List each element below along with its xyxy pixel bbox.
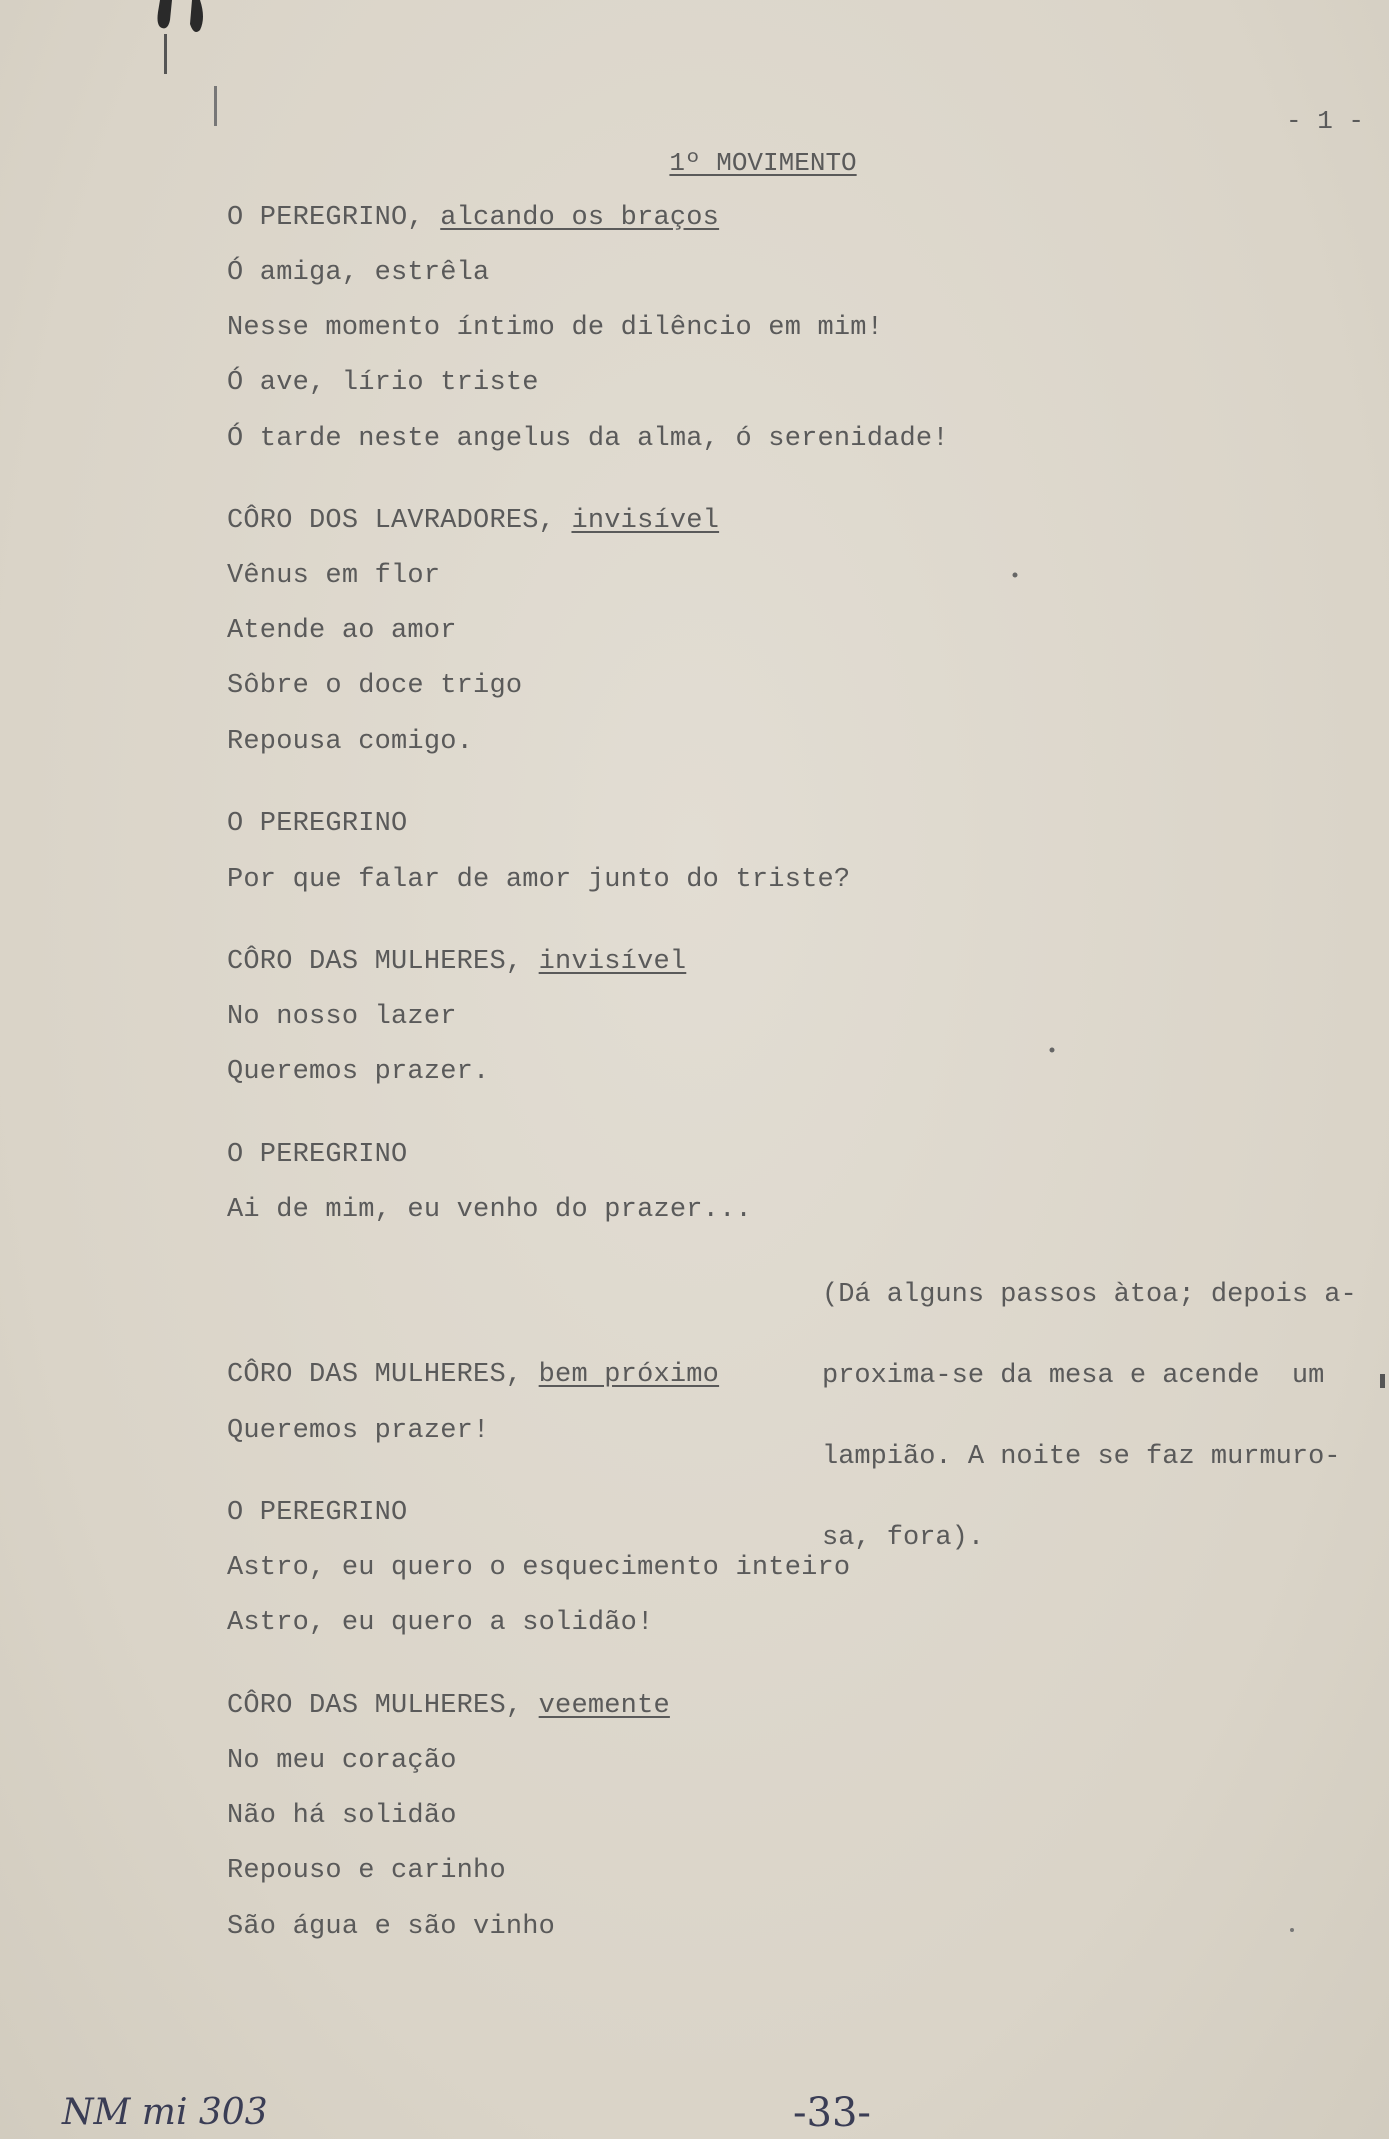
folio-number: -33- (793, 2090, 871, 2136)
stage-note-line: (Dá alguns passos àtoa; depois a- (822, 1280, 1357, 1310)
speaker-name: O PEREGRINO, (227, 203, 441, 233)
speaker-line (227, 1497, 407, 1529)
verse-line: Queremos prazer! (227, 1416, 490, 1446)
stage-direction: alcando os braços (440, 203, 720, 233)
speaker-name: O PEREGRINO (227, 1140, 408, 1170)
verse-line: São água e são vinho (227, 1912, 556, 1942)
verse-line: Ai de mim, eu venho do prazer... (227, 1195, 752, 1225)
paper-speck-icon (1378, 1374, 1388, 1390)
speaker-line (227, 1359, 719, 1391)
speaker-name: CÔRO DAS MULHERES, (227, 1360, 539, 1390)
speaker-name: O PEREGRINO (227, 1498, 408, 1528)
speaker-name: CÔRO DAS MULHERES, (227, 1691, 539, 1721)
speaker-name: CÔRO DAS MULHERES, (227, 947, 539, 977)
stage-direction: bem próximo (538, 1360, 720, 1390)
ink-stain-icon (140, 0, 230, 130)
verse-line: No nosso lazer (227, 1002, 457, 1032)
speaker-name: O PEREGRINO (227, 809, 408, 839)
speaker-line (227, 202, 719, 234)
verse-line: Vênus em flor (227, 561, 441, 591)
archive-mark: NM mi 303 (62, 2092, 268, 2133)
paper-speck-icon (1287, 1925, 1297, 1935)
page-number: - 1 - (1286, 106, 1365, 136)
paper-speck-icon (1010, 570, 1020, 580)
speaker-line (227, 505, 719, 537)
stage-note-line: lampião. A noite se faz murmuro- (822, 1442, 1341, 1472)
stage-note-line: sa, fora). (822, 1523, 985, 1553)
stage-direction: veemente (538, 1691, 670, 1721)
movement-title: 1º MOVIMENTO (669, 148, 857, 178)
verse-line: No meu coração (227, 1746, 457, 1776)
stage-note-line: proxima-se da mesa e acende um (822, 1361, 1325, 1391)
verse-line: Astro, eu quero o esquecimento inteiro (227, 1553, 851, 1583)
verse-line: Sôbre o doce trigo (227, 671, 523, 701)
stage-note (822, 1228, 1382, 1606)
verse-line: Não há solidão (227, 1801, 457, 1831)
verse-line: Ó amiga, estrêla (227, 258, 490, 288)
speaker-line (227, 808, 407, 840)
page-heading (607, 118, 857, 208)
speaker-line (227, 1139, 407, 1171)
verse-line: Ó ave, lírio triste (227, 368, 539, 398)
paper-speck-icon (1047, 1045, 1057, 1055)
speaker-name: CÔRO DOS LAVRADORES, (227, 506, 572, 536)
speaker-line (227, 1690, 670, 1722)
stage-direction: invisível (571, 506, 720, 536)
verse-line: Repouso e carinho (227, 1856, 506, 1886)
verse-line: Por que falar de amor junto do triste? (227, 865, 851, 895)
speaker-line (227, 946, 686, 978)
verse-line: Atende ao amor (227, 616, 457, 646)
verse-line: Queremos prazer. (227, 1057, 490, 1087)
verse-line: Nesse momento íntimo de dilêncio em mim! (227, 313, 884, 343)
verse-line: Astro, eu quero a solidão! (227, 1608, 654, 1638)
stage-direction: invisível (538, 947, 687, 977)
verse-line: Ó tarde neste angelus da alma, ó serenidade! (227, 424, 949, 454)
verse-line: Repousa comigo. (227, 727, 474, 757)
